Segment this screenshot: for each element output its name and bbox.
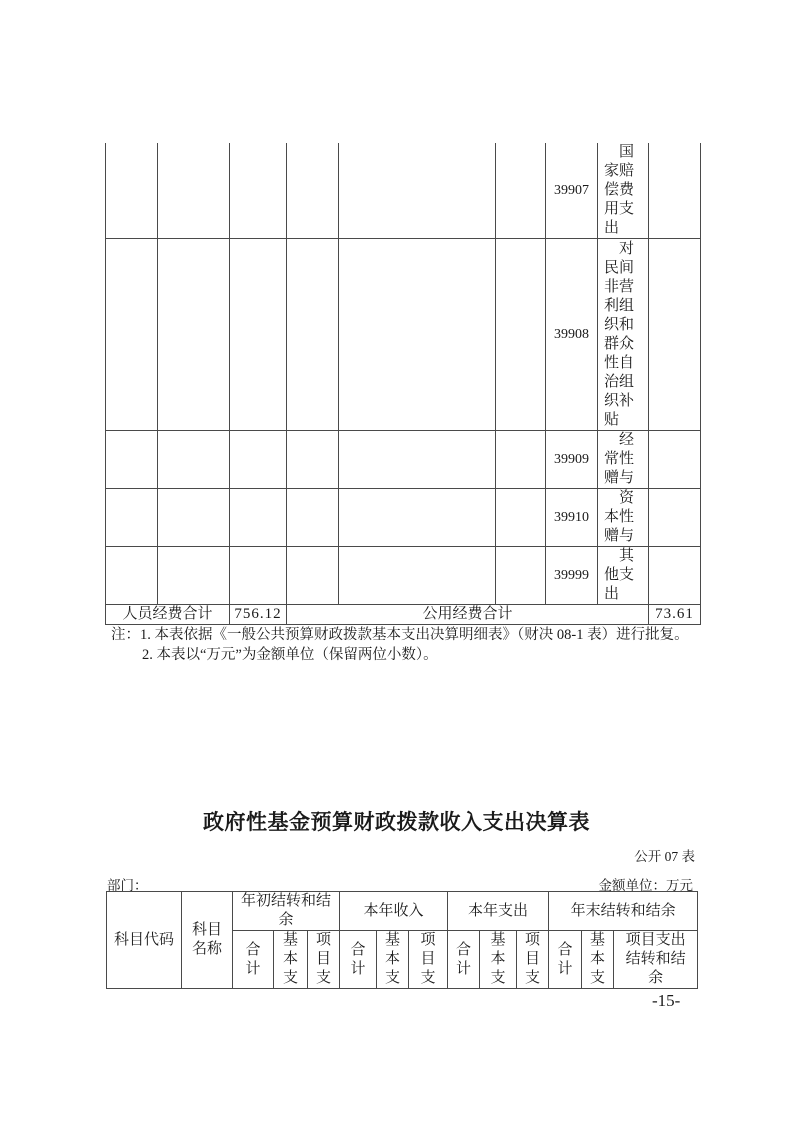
subject-name-cell <box>598 239 649 431</box>
header-project: 项目支 <box>315 932 331 986</box>
empty-cell <box>106 547 158 605</box>
header-project: 项目支 <box>420 932 436 986</box>
table-row <box>106 143 701 239</box>
header-project: 项目支 <box>525 932 541 986</box>
empty-cell <box>339 489 496 547</box>
subject-name: 资本性赠与 <box>604 490 635 544</box>
header-current-income: 本年收入 <box>340 892 448 931</box>
unit-label: 金额单位：万元 <box>598 878 693 893</box>
header-basic: 基本支 <box>282 932 298 986</box>
empty-cell <box>339 547 496 605</box>
header-subject-code: 科目代码 <box>107 892 182 989</box>
amount-cell <box>649 547 701 605</box>
amount-cell <box>649 143 701 239</box>
header-sub-cell <box>377 931 409 989</box>
amount-cell <box>649 489 701 547</box>
subject-name: 对民间非营利组织和群众性自治组织补贴 <box>604 240 635 428</box>
header-project-carryover: 项目支出结转和结余 <box>625 932 686 986</box>
page-title: 政府性基金预算财政拨款收入支出决算表 <box>203 810 590 834</box>
empty-cell <box>496 143 546 239</box>
header-total: 合计 <box>557 941 573 977</box>
empty-cell <box>339 431 496 489</box>
header-total: 合计 <box>245 941 261 977</box>
empty-cell <box>496 431 546 489</box>
empty-cell <box>230 239 287 431</box>
subject-name: 国家赔偿费用支出 <box>604 144 635 236</box>
public-total-value: 73.61 <box>649 605 701 625</box>
subject-code: 39909 <box>546 431 598 489</box>
empty-cell <box>496 547 546 605</box>
government-fund-table <box>106 891 698 989</box>
amount-cell <box>649 239 701 431</box>
header-total: 合计 <box>350 941 366 977</box>
subject-code: 39999 <box>546 547 598 605</box>
subject-code: 39910 <box>546 489 598 547</box>
amount-cell <box>649 431 701 489</box>
department-label: 部门： <box>107 878 148 893</box>
header-closing-balance: 年末结转和结余 <box>549 892 698 931</box>
header-sub-cell <box>340 931 377 989</box>
header-sub-cell <box>517 931 549 989</box>
header-sub-cell <box>233 931 274 989</box>
header-sub-cell <box>582 931 614 989</box>
table-row <box>106 489 701 547</box>
subject-code: 39908 <box>546 239 598 431</box>
empty-cell <box>106 489 158 547</box>
empty-cell <box>230 431 287 489</box>
note-line-2: 2. 本表以“万元”为金额单位（保留两位小数）。 <box>142 647 438 663</box>
header-subject-name: 科目名称 <box>191 922 222 957</box>
empty-cell <box>287 489 339 547</box>
page-number: -15- <box>652 991 681 1010</box>
header-row <box>107 892 698 931</box>
empty-cell <box>287 239 339 431</box>
subject-name: 其他支出 <box>604 548 635 602</box>
header-sub-cell <box>448 931 480 989</box>
table-row <box>106 239 701 431</box>
personnel-total-value: 756.12 <box>230 605 287 625</box>
header-sub-cell <box>614 931 698 989</box>
empty-cell <box>230 143 287 239</box>
empty-cell <box>496 489 546 547</box>
subject-name: 经常性赠与 <box>604 432 635 486</box>
header-sub-cell <box>409 931 448 989</box>
subject-code: 39907 <box>546 143 598 239</box>
empty-cell <box>158 239 230 431</box>
table-row <box>106 431 701 489</box>
empty-cell <box>339 143 496 239</box>
empty-cell <box>230 547 287 605</box>
subject-name-cell <box>598 489 649 547</box>
empty-cell <box>158 431 230 489</box>
table-number: 公开 07 表 <box>634 849 695 864</box>
table-row <box>106 547 701 605</box>
header-sub-cell <box>308 931 340 989</box>
empty-cell <box>158 547 230 605</box>
basic-expenditure-table <box>105 143 701 625</box>
public-total-label: 公用经费合计 <box>287 605 649 625</box>
header-sub-cell <box>480 931 517 989</box>
empty-cell <box>287 547 339 605</box>
empty-cell <box>106 143 158 239</box>
empty-cell <box>158 143 230 239</box>
subject-name-cell <box>598 431 649 489</box>
header-sub-cell <box>274 931 308 989</box>
header-sub-cell <box>549 931 582 989</box>
empty-cell <box>230 489 287 547</box>
personnel-total-label: 人员经费合计 <box>106 605 230 625</box>
header-total: 合计 <box>456 941 472 977</box>
header-subject-name-cell <box>182 892 233 989</box>
empty-cell <box>287 431 339 489</box>
header-basic: 基本支 <box>590 932 606 986</box>
subject-name-cell <box>598 143 649 239</box>
subject-name-cell <box>598 547 649 605</box>
empty-cell <box>158 489 230 547</box>
note-line-1: 注：1. 本表依据《一般公共预算财政拨款基本支出决算明细表》（财决 08-1 表）进行批复。 <box>111 627 689 643</box>
empty-cell <box>287 143 339 239</box>
empty-cell <box>106 431 158 489</box>
header-group-cell <box>233 892 340 931</box>
header-opening-balance: 年初结转和结余 <box>240 893 331 928</box>
empty-cell <box>339 239 496 431</box>
empty-cell <box>106 239 158 431</box>
header-basic: 基本支 <box>384 932 400 986</box>
totals-row <box>106 605 701 625</box>
header-current-expenditure: 本年支出 <box>448 892 549 931</box>
empty-cell <box>496 239 546 431</box>
header-basic: 基本支 <box>490 932 506 986</box>
